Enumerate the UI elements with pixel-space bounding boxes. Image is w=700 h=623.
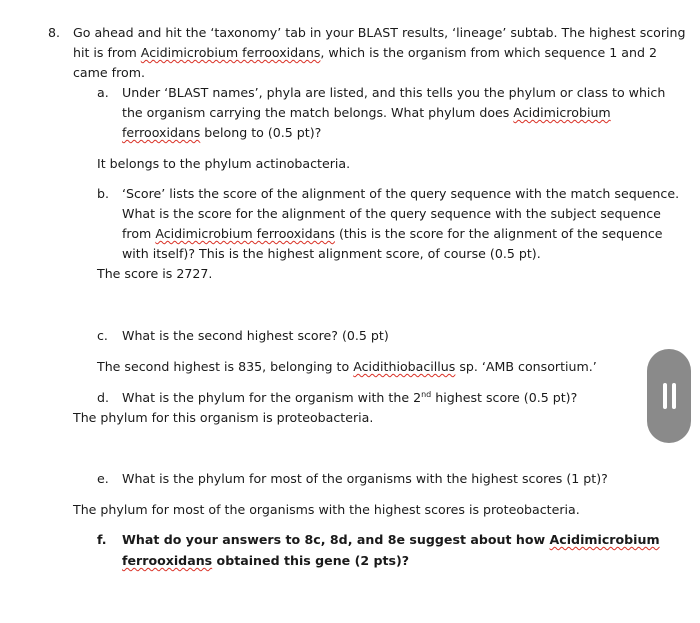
qe-answer: The phylum for most of the organisms with the highest scores is proteobacteria. <box>73 502 580 517</box>
qe-question: What is the phylum for most of the organisms with the highest scores (1 pt)? <box>122 471 608 486</box>
organism-name: ferrooxidans <box>122 125 201 140</box>
qb-line4: with itself)? This is the highest alignment score, of course (0.5 pt). <box>122 246 541 261</box>
qd-superscript: nd <box>421 390 432 399</box>
qc-answer <box>97 358 597 376</box>
qa-answer: It belongs to the phylum actinobacteria. <box>97 156 351 171</box>
qc-letter: c. <box>97 328 108 343</box>
qc-answer-post: sp. ‘AMB consortium.’ <box>455 359 597 374</box>
qf-line1 <box>122 531 660 549</box>
organism-name: Acidimicrobium ferrooxidans <box>140 45 321 60</box>
qd-answer: The phylum for this organism is proteobacteria. <box>73 410 374 425</box>
organism-name: Acidimicrobium <box>513 105 611 120</box>
qb-line3 <box>122 225 663 243</box>
qc-answer-pre: The second highest is 835, belonging to <box>97 359 354 374</box>
qb-answer: The score is 2727. <box>97 266 213 281</box>
qb-line3-pre: from <box>122 226 156 241</box>
qf-line2 <box>122 552 409 570</box>
organism-name: ferrooxidans <box>122 553 213 568</box>
q8-line2-post: , which is the organism from which sequence 1 and 2 <box>320 45 657 60</box>
qb-line3-post: (this is the score for the alignment of the sequence <box>334 226 663 241</box>
qf-line1-pre: What do your answers to 8c, 8d, and 8e suggest about how <box>122 532 550 547</box>
qa-line1: Under ‘BLAST names’, phyla are listed, and this tells you the phylum or class to which <box>122 85 666 100</box>
qd-question-post: highest score (0.5 pt)? <box>431 390 578 405</box>
qb-line1: ‘Score’ lists the score of the alignment of the query sequence with the match sequence. <box>122 186 680 201</box>
q8-number: 8. <box>48 25 61 40</box>
q8-line3: came from. <box>73 65 145 80</box>
q8-line2-pre: hit is from <box>73 45 141 60</box>
qb-letter: b. <box>97 186 109 201</box>
organism-name: Acidimicrobium <box>549 532 660 547</box>
scroll-handle[interactable] <box>647 349 691 443</box>
q8-line2 <box>73 44 657 62</box>
qb-line2: What is the score for the alignment of the query sequence with the subject sequence <box>122 206 661 221</box>
pause-bars-icon <box>672 383 676 409</box>
qc-question: What is the second highest score? (0.5 pt) <box>122 328 389 343</box>
qe-letter: e. <box>97 471 109 486</box>
q8-line1: Go ahead and hit the ‘taxonomy’ tab in your BLAST results, ‘lineage’ subtab. The highest scoring <box>73 25 686 40</box>
organism-name: Acidimicrobium ferrooxidans <box>155 226 335 241</box>
qa-line3 <box>122 124 321 142</box>
qd-letter: d. <box>97 390 109 405</box>
qf-line2-post: obtained this gene (2 pts)? <box>212 553 410 568</box>
qa-line2-pre: the organism carrying the match belongs. What phylum does <box>122 105 514 120</box>
qd-question <box>122 389 577 407</box>
qd-question-pre: What is the phylum for the organism with the 2 <box>122 390 422 405</box>
qf-letter: f. <box>97 532 107 547</box>
organism-name: Acidithiobacillus <box>353 359 456 374</box>
qa-letter: a. <box>97 85 109 100</box>
pause-bars-icon <box>663 383 667 409</box>
qa-line3-post: belong to (0.5 pt)? <box>200 125 322 140</box>
qa-line2 <box>122 104 611 122</box>
